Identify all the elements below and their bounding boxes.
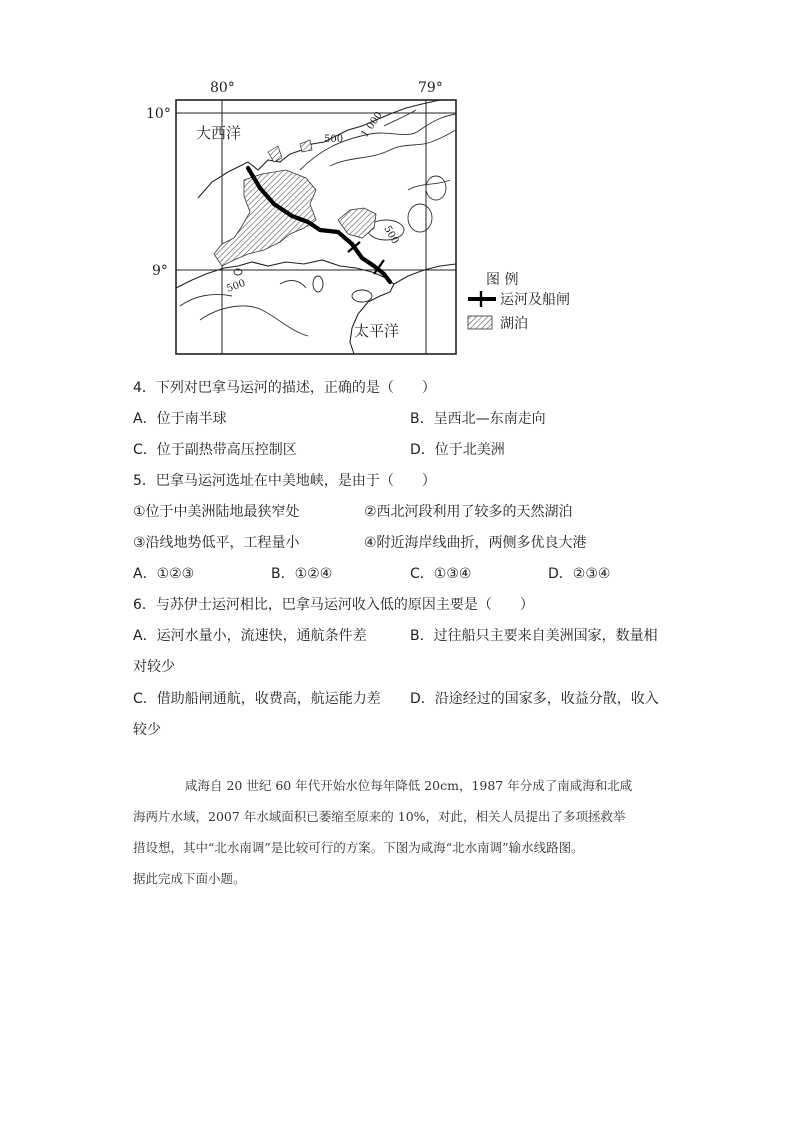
question-5-statement-3: ③沿线地势低平，工程量小 [133, 535, 300, 551]
question-5-option-d: D．②③④ [548, 566, 611, 582]
passage-aral-sea [133, 770, 678, 894]
question-5-statement-4: ④附近海岸线曲折，两侧多优良大港 [364, 535, 587, 551]
question-4-option-b: B．呈西北—东南走向 [410, 411, 546, 427]
question-4-option-d: D．位于北美洲 [410, 442, 505, 458]
passage-line: 海两片水域，2007 年水域面积已萎缩至原来的 10%，对此，相关人员提出了多项拯救举 [133, 809, 626, 824]
question-6-option-b-cont: 对较少 [133, 659, 175, 675]
question-4-option-c: C．位于副热带高压控制区 [133, 442, 297, 458]
question-5-statement-2: ②西北河段利用了较多的天然湖泊 [364, 504, 573, 520]
pacific-label: 太平洋 [354, 322, 400, 340]
contour-label: 500 [324, 134, 344, 145]
question-5-option-a: A．①②③ [133, 566, 195, 582]
contour-label: 500 [381, 224, 401, 247]
contour-label: 1 000 [359, 109, 385, 140]
question-5-statement-1: ①位于中美洲陆地最狭窄处 [133, 504, 300, 520]
atlantic-label: 大西洋 [196, 124, 242, 142]
legend-title: 图 例 [486, 272, 519, 288]
contour-label: 500 [225, 277, 247, 295]
passage-line: 措设想，其中“北水南调”是比较可行的方案。下图为咸海“北水南调”输水线路图。 [133, 840, 584, 855]
question-6-option-d-cont: 较少 [133, 722, 161, 738]
lat-label-9: 9° [152, 263, 168, 279]
question-6-option-c: C．借助船闸通航，收费高，航运能力差 [133, 691, 381, 707]
question-6-option-b: B．过往船只主要来自美洲国家，数量相 [410, 628, 658, 644]
map-svg [140, 70, 570, 370]
legend-lake-label: 湖泊 [500, 316, 528, 332]
question-5-stem: 5．巴拿马运河选址在中美地峡，是由于（ ） [133, 473, 436, 489]
panama-canal-map [140, 70, 570, 370]
question-5-option-c: C．①③④ [410, 566, 472, 582]
passage-line: 咸海自 20 世纪 60 年代开始水位每年降低 20cm，1987 年分成了南咸海和北咸 [185, 778, 633, 793]
passage-line: 据此完成下面小题。 [133, 871, 246, 886]
legend-lake-symbol [468, 316, 492, 329]
question-6-option-a: A．运河水量小，流速快，通航条件差 [133, 628, 367, 644]
question-4-stem: 4．下列对巴拿马运河的描述，正确的是（ ） [133, 380, 436, 396]
lon-label-80: 80° [210, 80, 235, 96]
lat-label-10: 10° [146, 106, 171, 122]
question-6-option-d: D．沿途经过的国家多，收益分散，收入 [410, 691, 659, 707]
question-4-option-a: A．位于南半球 [133, 411, 227, 427]
question-5-option-b: B．①②④ [271, 566, 333, 582]
legend-canal-label: 运河及船闸 [500, 292, 570, 308]
lon-label-79: 79° [418, 80, 443, 96]
question-6-stem: 6．与苏伊士运河相比，巴拿马运河收入低的原因主要是（ ） [133, 597, 534, 613]
